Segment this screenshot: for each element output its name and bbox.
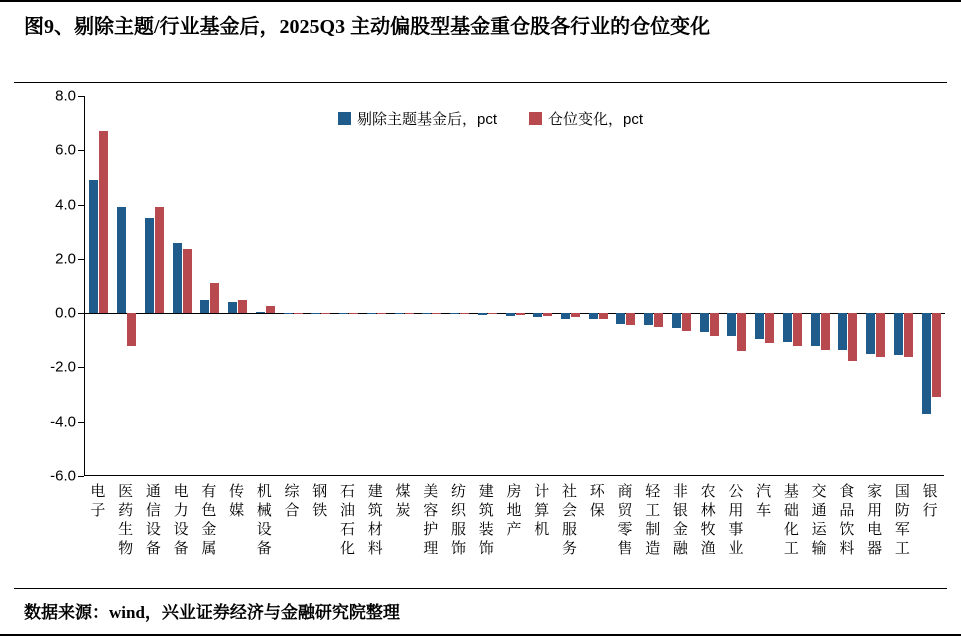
bar bbox=[145, 218, 154, 313]
bar bbox=[422, 313, 431, 314]
bar bbox=[876, 313, 885, 356]
x-tick-label: 医药生物 bbox=[118, 483, 134, 557]
x-tick-label: 通信设备 bbox=[145, 483, 161, 557]
title-divider bbox=[14, 82, 947, 83]
bar bbox=[228, 302, 237, 313]
x-tick-label: 电子 bbox=[90, 483, 106, 519]
bar bbox=[737, 313, 746, 351]
bar bbox=[266, 306, 275, 313]
source-divider bbox=[14, 588, 947, 589]
bar bbox=[256, 312, 265, 313]
bar bbox=[173, 243, 182, 314]
x-tick-label: 纺织服饰 bbox=[451, 483, 467, 557]
x-tick-label: 电力设备 bbox=[173, 483, 189, 557]
x-tick-label: 房地产 bbox=[506, 483, 522, 538]
bar bbox=[793, 313, 802, 346]
bar bbox=[311, 313, 320, 314]
bar bbox=[616, 313, 625, 324]
bar bbox=[700, 313, 709, 332]
x-tick-label: 交通运输 bbox=[811, 483, 827, 557]
y-tick-mark bbox=[78, 367, 84, 368]
bar bbox=[848, 313, 857, 361]
y-tick-label: -6.0 bbox=[50, 467, 76, 485]
bar bbox=[294, 313, 303, 314]
y-tick-label: 0.0 bbox=[55, 304, 76, 322]
y-tick-label: -2.0 bbox=[50, 358, 76, 376]
bar bbox=[589, 313, 598, 318]
x-tick-label: 传媒 bbox=[229, 483, 245, 519]
bar bbox=[561, 313, 570, 318]
bar bbox=[127, 313, 136, 346]
bar bbox=[904, 313, 913, 356]
bar bbox=[339, 313, 348, 314]
x-tick-label: 食品饮料 bbox=[839, 483, 855, 557]
bar bbox=[922, 313, 931, 413]
y-tick-label: 8.0 bbox=[55, 87, 76, 105]
bar bbox=[932, 313, 941, 397]
bar bbox=[506, 313, 515, 316]
bar bbox=[599, 313, 608, 318]
bar bbox=[710, 313, 719, 336]
page-title: 图9、剔除主题/行业基金后，2025Q3 主动偏股型基金重仓股各行业的仓位变化 bbox=[24, 16, 711, 38]
bar bbox=[516, 313, 525, 315]
bar bbox=[210, 283, 219, 313]
x-tick-label: 家用电器 bbox=[867, 483, 883, 557]
bar bbox=[377, 313, 386, 314]
bar bbox=[117, 207, 126, 313]
x-tick-label: 石油石化 bbox=[340, 483, 356, 557]
bar bbox=[432, 313, 441, 314]
bar bbox=[654, 313, 663, 327]
x-tick-label: 有色金属 bbox=[201, 483, 217, 557]
bar bbox=[727, 313, 736, 336]
x-tick-label: 美容护理 bbox=[423, 483, 439, 557]
x-tick-label: 公用事业 bbox=[728, 483, 744, 557]
y-tick-mark bbox=[78, 205, 84, 206]
legend-label-series1: 剔除主题基金后，pct bbox=[357, 111, 498, 128]
bar bbox=[405, 313, 414, 314]
bar bbox=[367, 313, 376, 314]
bar bbox=[238, 300, 247, 314]
x-tick-label: 社会服务 bbox=[561, 483, 577, 557]
bar bbox=[321, 313, 330, 314]
y-tick-label: -4.0 bbox=[50, 413, 76, 431]
x-tick-label: 机械设备 bbox=[256, 483, 272, 557]
chart-container bbox=[14, 86, 947, 582]
x-tick-label: 建筑装饰 bbox=[478, 483, 494, 557]
x-tick-label: 综合 bbox=[284, 483, 300, 519]
x-tick-label: 钢铁 bbox=[312, 483, 328, 519]
y-tick-mark bbox=[78, 96, 84, 97]
x-tick-label: 国防军工 bbox=[894, 483, 910, 557]
bar bbox=[89, 180, 98, 313]
bar bbox=[99, 131, 108, 313]
bar bbox=[765, 313, 774, 343]
y-tick-label: 4.0 bbox=[55, 196, 76, 214]
x-tick-label: 环保 bbox=[589, 483, 605, 519]
x-tick-label: 基础化工 bbox=[783, 483, 799, 557]
bar bbox=[533, 313, 542, 317]
bar bbox=[349, 313, 358, 314]
bar bbox=[894, 313, 903, 355]
x-tick-label: 农林牧渔 bbox=[700, 483, 716, 557]
x-tick-label: 轻工制造 bbox=[645, 483, 661, 557]
y-tick-mark bbox=[78, 476, 84, 477]
x-tick-label: 计算机 bbox=[534, 483, 550, 538]
legend-label-series2: 仓位变化，pct bbox=[548, 111, 644, 128]
y-tick-label: 2.0 bbox=[55, 250, 76, 268]
x-tick-label: 银行 bbox=[922, 483, 938, 519]
bar bbox=[838, 313, 847, 350]
y-tick-label: 6.0 bbox=[55, 141, 76, 159]
bar bbox=[783, 313, 792, 342]
y-tick-mark bbox=[78, 259, 84, 260]
bar bbox=[450, 313, 459, 314]
bar bbox=[672, 313, 681, 328]
x-tick-label: 建筑材料 bbox=[367, 483, 383, 557]
bar bbox=[755, 313, 764, 339]
x-tick-label: 煤炭 bbox=[395, 483, 411, 519]
bar bbox=[155, 207, 164, 313]
bar bbox=[821, 313, 830, 350]
bar bbox=[395, 313, 404, 314]
plot-area bbox=[84, 96, 944, 476]
bar bbox=[626, 313, 635, 325]
bar bbox=[644, 313, 653, 325]
y-tick-mark bbox=[78, 422, 84, 423]
bar bbox=[183, 249, 192, 313]
bar bbox=[682, 313, 691, 331]
bar bbox=[460, 313, 469, 314]
bar bbox=[543, 313, 552, 316]
x-tick-label: 商贸零售 bbox=[617, 483, 633, 557]
bar bbox=[488, 313, 497, 314]
y-tick-mark bbox=[78, 313, 84, 314]
bar bbox=[866, 313, 875, 354]
x-tick-label: 汽车 bbox=[756, 483, 772, 519]
bar bbox=[200, 300, 209, 314]
source-note: 数据来源：wind，兴业证券经济与金融研究院整理 bbox=[24, 603, 400, 622]
bar bbox=[284, 313, 293, 314]
bar bbox=[478, 313, 487, 315]
bar bbox=[571, 313, 580, 317]
bar bbox=[811, 313, 820, 346]
y-tick-mark bbox=[78, 150, 84, 151]
x-tick-label: 非银金融 bbox=[672, 483, 688, 557]
